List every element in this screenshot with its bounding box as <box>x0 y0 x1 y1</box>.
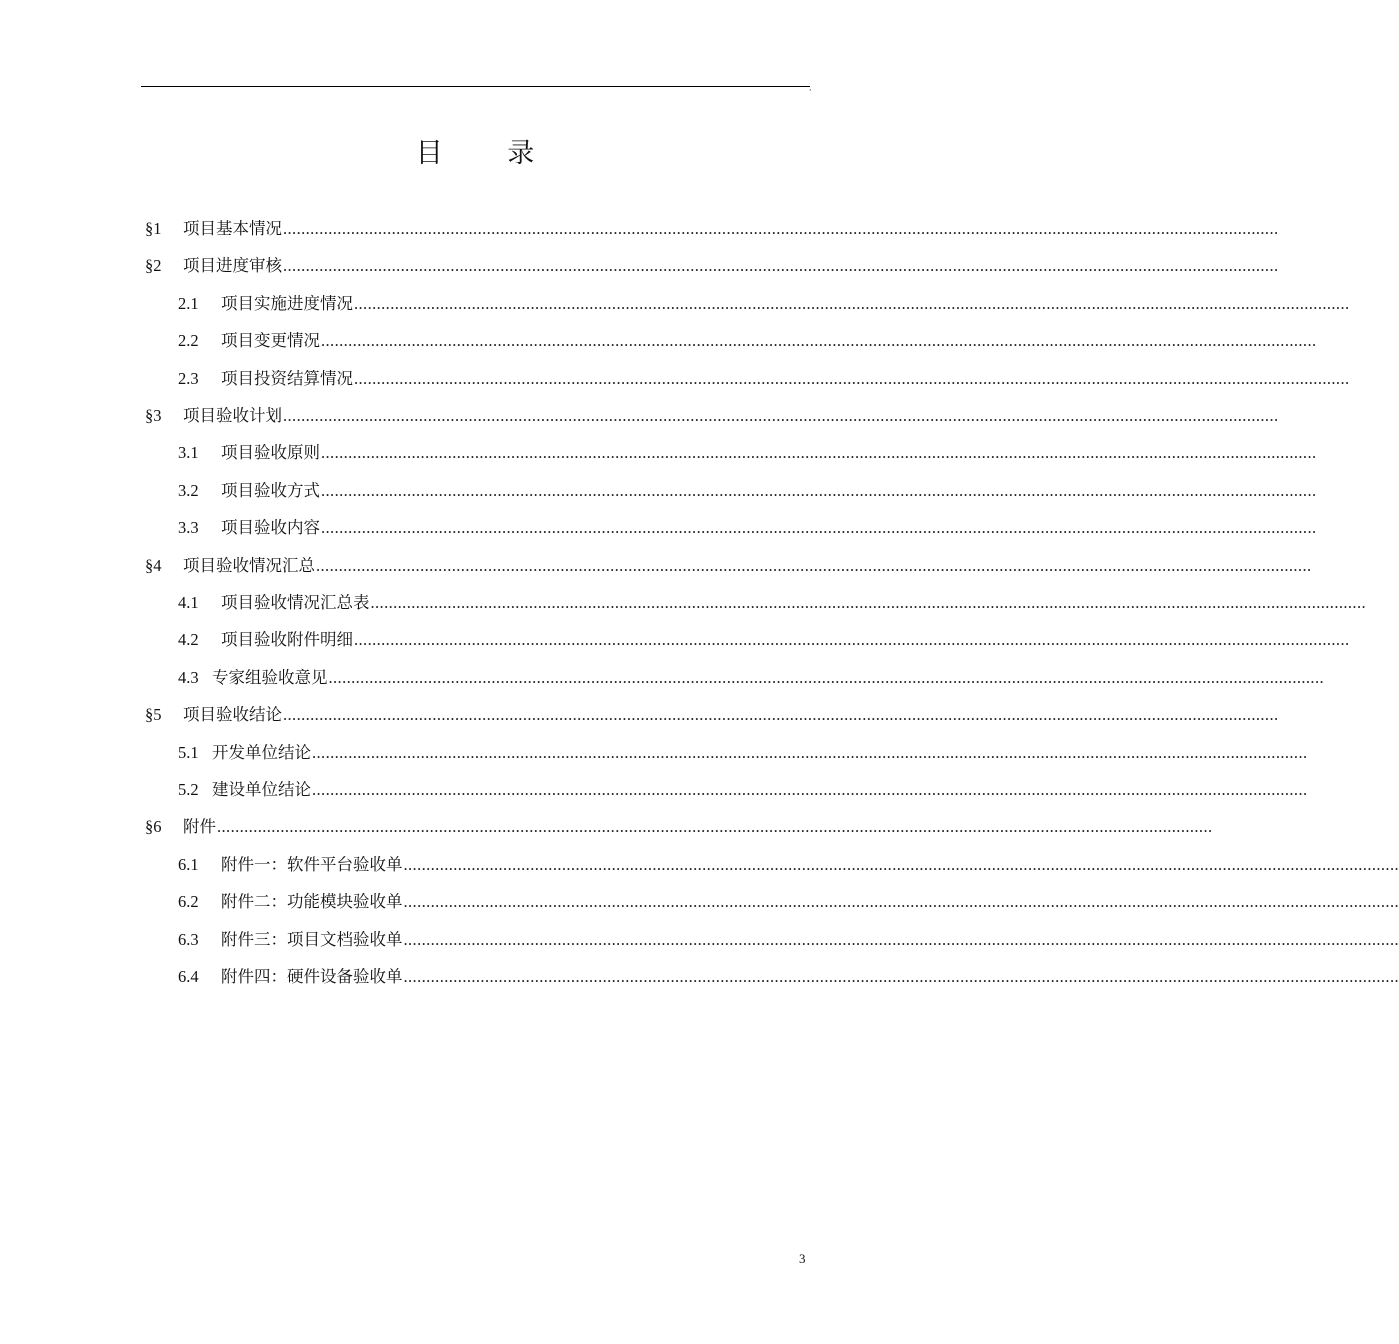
toc-entry-number: 3.2 <box>178 480 199 500</box>
toc-entry-title: 项目验收计划 <box>183 406 282 425</box>
toc-dot-leader: ............................................................................................................................................................................................................................ <box>403 967 1399 986</box>
toc-dot-leader: ............................................................................................................................................................................................................................ <box>316 555 1312 575</box>
toc-dot-leader: ............................................................................................................................................................................................................................ <box>403 892 1399 912</box>
toc-entry[interactable] <box>145 252 1279 276</box>
toc-entry-title: 项目验收内容 <box>221 518 320 538</box>
toc-entry-number: §5 <box>145 705 162 725</box>
toc-entry-number: 6.3 <box>178 929 199 949</box>
toc-entry[interactable] <box>178 739 1308 763</box>
toc-entry-title: 开发单位结论 <box>212 742 311 762</box>
toc-entry-title: 项目验收情况汇总 <box>183 555 315 575</box>
toc-entry-title: 项目验收方式 <box>221 480 320 500</box>
toc-entry-title: 附件一：软件平台验收单 <box>221 854 403 874</box>
toc-dot-leader: ............................................................................................................................................................................................................................ <box>321 518 1317 538</box>
toc-entry[interactable] <box>145 402 1279 426</box>
toc-dot-leader: ............................................................................................................................................................................................................................ <box>403 854 1399 874</box>
toc-entry[interactable] <box>178 888 1399 912</box>
toc-dot-leader: ............................................................................................................................................................................................................................ <box>283 256 1279 276</box>
header-mark: , <box>809 83 812 92</box>
toc-entry[interactable] <box>178 477 1317 501</box>
toc-entry[interactable] <box>178 776 1308 800</box>
toc-entry-number: 6.4 <box>178 967 199 986</box>
toc-entry-title: 附件四：硬件设备验收单 <box>221 967 403 986</box>
toc-entry-number: 2.2 <box>178 331 199 351</box>
toc-entry-number: 4.3 <box>178 667 199 687</box>
toc-entry-title: 附件三：项目文档验收单 <box>221 929 403 949</box>
page-number: 3 <box>799 1251 806 1266</box>
toc-entry[interactable] <box>178 589 1366 613</box>
header-rule <box>141 86 810 87</box>
toc-entry-title: 附件 <box>183 817 216 837</box>
toc-entry-number: §2 <box>145 256 162 276</box>
toc-entry-title: 项目基本情况 <box>183 219 282 238</box>
toc-dot-leader: ............................................................................................................................................................................................................................ <box>321 331 1317 351</box>
toc-entry[interactable] <box>178 290 1350 314</box>
toc-dot-leader: ............................................................................................................................................................................................................................ <box>321 480 1317 500</box>
toc-entry[interactable] <box>178 926 1399 950</box>
toc-dot-leader: ............................................................................................................................................................................................................................ <box>354 368 1350 388</box>
toc-entry-title: 专家组验收意见 <box>212 667 328 687</box>
toc-dot-leader: ............................................................................................................................................................................................................................ <box>370 593 1366 612</box>
toc-entry-title: 项目投资结算情况 <box>221 368 353 388</box>
toc-entry[interactable] <box>145 215 1279 239</box>
page-title: 目 录 <box>415 138 563 170</box>
toc-entry[interactable] <box>178 327 1317 351</box>
toc-entry-number: §4 <box>145 555 162 575</box>
toc-entry-title: 项目验收结论 <box>183 705 282 725</box>
toc-dot-leader: ............................................................................................................................................................................................................................ <box>312 780 1308 799</box>
toc-entry-number: 2.3 <box>178 368 199 388</box>
toc-dot-leader: ............................................................................................................................................................................................................................ <box>354 630 1350 650</box>
toc-dot-leader: ............................................................................................................................................................................................................................ <box>283 705 1279 725</box>
toc-entry-number: §6 <box>145 817 162 837</box>
toc-entry-number: 6.1 <box>178 854 199 874</box>
toc-dot-leader: ............................................................................................................................................................................................................................ <box>328 667 1324 687</box>
toc-entry-number: 4.2 <box>178 630 199 650</box>
toc-entry[interactable] <box>178 851 1399 875</box>
toc-entry-number: 3.1 <box>178 443 199 463</box>
toc-dot-leader: ............................................................................................................................................................................................................................ <box>354 293 1350 313</box>
toc-entry-number: 3.3 <box>178 518 199 538</box>
toc-dot-leader: ............................................................................................................................................................................................................................ <box>321 443 1317 463</box>
toc-entry-title: 附件二：功能模块验收单 <box>221 892 403 912</box>
toc-entry-title: 建设单位结论 <box>212 780 311 799</box>
toc-entry-number: 6.2 <box>178 892 199 912</box>
toc-dot-leader: ............................................................................................................................................................................................................................ <box>403 929 1399 949</box>
toc-entry-number: 4.1 <box>178 593 199 612</box>
toc-entry[interactable] <box>178 664 1324 688</box>
toc-dot-leader: ............................................................................................................................................................................................................................ <box>312 742 1308 762</box>
toc-entry[interactable] <box>145 813 1213 837</box>
toc-entry[interactable] <box>145 701 1279 725</box>
toc-dot-leader: ............................................................................................................................................................................................................................ <box>217 817 1213 837</box>
toc-entry[interactable] <box>178 365 1350 389</box>
toc-entry[interactable] <box>145 552 1312 576</box>
toc-entry-title: 项目实施进度情况 <box>221 293 353 313</box>
toc-entry-number: 2.1 <box>178 293 199 313</box>
toc-entry-title: 项目变更情况 <box>221 331 320 351</box>
toc-entry[interactable] <box>178 963 1399 987</box>
toc-entry-number: §3 <box>145 406 162 425</box>
toc-entry[interactable] <box>178 626 1350 650</box>
toc-entry-title: 项目验收原则 <box>221 443 320 463</box>
toc-entry[interactable] <box>178 439 1317 463</box>
toc-entry-number: 5.1 <box>178 742 199 762</box>
toc-entry-number: §1 <box>145 219 162 238</box>
toc-entry-title: 项目验收附件明细 <box>221 630 353 650</box>
toc-dot-leader: ............................................................................................................................................................................................................................ <box>283 219 1279 238</box>
toc-entry-title: 项目进度审核 <box>183 256 282 276</box>
toc-entry-title: 项目验收情况汇总表 <box>221 593 370 612</box>
toc-entry-number: 5.2 <box>178 780 199 799</box>
toc-dot-leader: ............................................................................................................................................................................................................................ <box>283 406 1279 425</box>
toc-entry[interactable] <box>178 514 1317 538</box>
